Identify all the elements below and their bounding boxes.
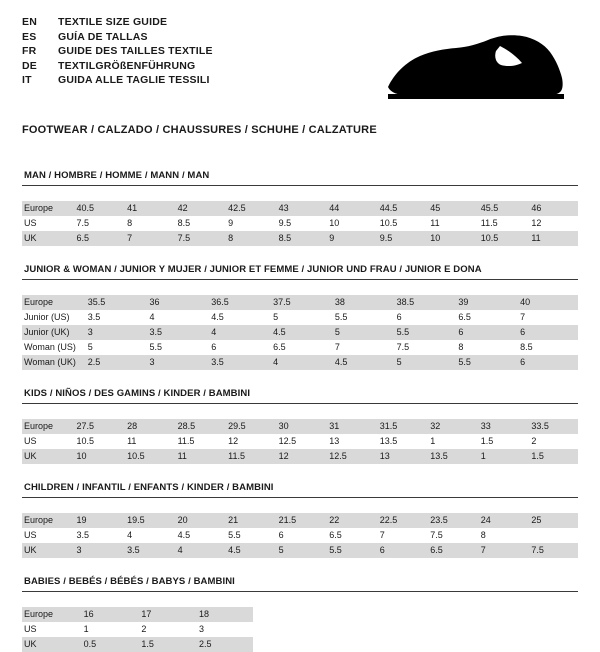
size-cell: 6 bbox=[454, 325, 516, 340]
size-cell: 6 bbox=[396, 312, 402, 322]
size-cell: 12 bbox=[228, 436, 239, 446]
size-cell bbox=[527, 528, 578, 543]
table-row bbox=[22, 201, 578, 216]
size-cell: 4 bbox=[149, 312, 155, 322]
size-cell: 44 bbox=[325, 201, 376, 216]
size-cell: 3.5 bbox=[123, 543, 174, 558]
table-row bbox=[22, 310, 578, 325]
language-title-list bbox=[22, 16, 213, 89]
size-cell: 4.5 bbox=[331, 355, 393, 370]
size-cell: 45.5 bbox=[477, 201, 528, 216]
size-cell: 0.5 bbox=[80, 637, 138, 652]
size-table bbox=[22, 280, 578, 370]
size-cell: 5.5 bbox=[454, 355, 516, 370]
size-cell: 5.5 bbox=[325, 543, 376, 558]
size-cell: 31.5 bbox=[376, 419, 427, 434]
size-cell: 11 bbox=[527, 231, 578, 246]
size-cell: 8.5 bbox=[177, 218, 191, 228]
size-cell: 6.5 bbox=[426, 543, 477, 558]
size-cell: 3 bbox=[84, 325, 146, 340]
size-cell: 6.5 bbox=[273, 342, 286, 352]
language-title-row bbox=[22, 45, 213, 60]
size-cell: 7 bbox=[520, 312, 526, 322]
dress-shoe-icon bbox=[380, 30, 570, 110]
size-cell: 10 bbox=[329, 218, 340, 228]
size-cell: 7 bbox=[334, 342, 340, 352]
size-cell: 10.5 bbox=[123, 449, 174, 464]
size-cell: 9 bbox=[325, 231, 376, 246]
size-cell: 23.5 bbox=[426, 513, 477, 528]
size-cell: 3 bbox=[146, 355, 208, 370]
size-cell: 8 bbox=[224, 231, 275, 246]
size-cell: 31 bbox=[325, 419, 376, 434]
size-cell: 7.5 bbox=[396, 342, 410, 352]
size-cell: 17 bbox=[137, 607, 195, 622]
size-cell: 36 bbox=[146, 295, 208, 310]
table-row bbox=[22, 622, 253, 637]
size-cell: 35.5 bbox=[84, 295, 146, 310]
size-cell: 5 bbox=[393, 355, 455, 370]
size-cell: 46 bbox=[527, 201, 578, 216]
size-cell: 2.5 bbox=[195, 637, 253, 652]
size-cell: 4 bbox=[174, 543, 225, 558]
language-code: EN bbox=[22, 16, 37, 28]
size-cell: 8 bbox=[127, 218, 133, 228]
size-cell: 11 bbox=[127, 436, 137, 446]
size-cell: 42 bbox=[174, 201, 225, 216]
size-cell: 3 bbox=[73, 543, 124, 558]
table-row bbox=[22, 355, 578, 370]
page-header bbox=[22, 16, 578, 110]
row-label: Europe bbox=[22, 513, 73, 528]
size-cell: 13.5 bbox=[379, 436, 398, 446]
section-title: CHILDREN / INFANTIL / ENFANTS / KINDER / BAMBINI bbox=[22, 482, 578, 498]
size-cell: 8.5 bbox=[275, 231, 326, 246]
language-title-row bbox=[22, 60, 213, 75]
size-cell: 1.5 bbox=[480, 436, 494, 446]
size-cell: 2 bbox=[531, 436, 537, 446]
size-cell: 12 bbox=[275, 449, 326, 464]
size-cell: 5 bbox=[87, 342, 93, 352]
size-cell: 13 bbox=[329, 436, 340, 446]
size-cell: 19.5 bbox=[123, 513, 174, 528]
size-table bbox=[22, 186, 578, 246]
guide-title: TEXTILE SIZE GUIDE bbox=[58, 16, 168, 28]
size-cell: 1.5 bbox=[137, 637, 195, 652]
size-cell: 8.5 bbox=[520, 342, 533, 352]
row-label: Junior (UK) bbox=[22, 325, 84, 340]
size-cell: 30 bbox=[275, 419, 326, 434]
language-title-row bbox=[22, 16, 213, 31]
size-cell: 4.5 bbox=[224, 543, 275, 558]
table-row bbox=[22, 419, 578, 434]
row-label: Europe bbox=[22, 607, 80, 622]
table-row bbox=[22, 637, 253, 652]
size-cell: 19 bbox=[73, 513, 124, 528]
size-cell: 39 bbox=[454, 295, 516, 310]
size-cell: 44.5 bbox=[376, 201, 427, 216]
size-table bbox=[22, 592, 253, 652]
size-cell: 8 bbox=[480, 530, 486, 540]
size-cell: 6.5 bbox=[329, 530, 342, 540]
size-cell: 40.5 bbox=[73, 201, 124, 216]
size-cell: 6 bbox=[211, 342, 217, 352]
table-row bbox=[22, 340, 578, 355]
table-spacer-cell bbox=[22, 280, 578, 295]
size-cell: 3.5 bbox=[207, 355, 269, 370]
size-cell: 9 bbox=[228, 218, 234, 228]
size-cell: 4.5 bbox=[177, 530, 191, 540]
size-cell: 41 bbox=[123, 201, 174, 216]
size-cell: 18 bbox=[195, 607, 253, 622]
table-row bbox=[22, 513, 578, 528]
size-cell: 7 bbox=[379, 530, 385, 540]
size-cell: 38 bbox=[331, 295, 393, 310]
size-cell: 33 bbox=[477, 419, 528, 434]
size-cell: 6.5 bbox=[458, 312, 471, 322]
table-spacer-cell bbox=[22, 498, 578, 513]
language-title-row bbox=[22, 74, 213, 89]
table-spacer bbox=[22, 186, 578, 201]
size-cell: 12.5 bbox=[278, 436, 297, 446]
size-cell: 3.5 bbox=[87, 312, 101, 322]
size-cell: 10 bbox=[426, 231, 477, 246]
size-cell: 27.5 bbox=[73, 419, 124, 434]
size-cell: 1 bbox=[83, 624, 89, 634]
size-cell: 45 bbox=[426, 201, 477, 216]
size-cell: 3.5 bbox=[146, 325, 208, 340]
table-spacer bbox=[22, 498, 578, 513]
size-cell: 4 bbox=[269, 355, 331, 370]
row-label: Europe bbox=[22, 419, 73, 434]
size-cell: 3 bbox=[199, 624, 205, 634]
size-cell: 5.5 bbox=[228, 530, 241, 540]
size-table bbox=[22, 498, 578, 558]
guide-title: GUÍA DE TALLAS bbox=[58, 30, 148, 43]
language-title-list-body bbox=[22, 16, 213, 89]
size-cell: 10.5 bbox=[76, 436, 95, 446]
table-row bbox=[22, 543, 578, 558]
footwear-category-title: FOOTWEAR / CALZADO / CHAUSSURES / SCHUHE / CALZATURE bbox=[22, 124, 377, 136]
row-label: UK bbox=[22, 231, 73, 246]
size-cell: 24 bbox=[477, 513, 528, 528]
size-cell: 6 bbox=[516, 325, 578, 340]
row-label: Junior (US) bbox=[24, 312, 70, 322]
row-label: UK bbox=[22, 449, 73, 464]
section-title: MAN / HOMBRE / HOMME / MANN / MAN bbox=[22, 170, 578, 186]
size-cell: 5.5 bbox=[393, 325, 455, 340]
size-cell: 7 bbox=[477, 543, 528, 558]
size-cell: 43 bbox=[275, 201, 326, 216]
size-cell: 21.5 bbox=[275, 513, 326, 528]
table-row bbox=[22, 449, 578, 464]
size-cell: 10.5 bbox=[477, 231, 528, 246]
size-cell: 28.5 bbox=[174, 419, 225, 434]
size-cell: 3.5 bbox=[76, 530, 90, 540]
language-title-row bbox=[22, 31, 213, 46]
size-cell: 6 bbox=[516, 355, 578, 370]
size-cell: 33.5 bbox=[527, 419, 578, 434]
row-label: US bbox=[24, 436, 37, 446]
size-cell: 6.5 bbox=[73, 231, 124, 246]
size-cell: 6 bbox=[278, 530, 284, 540]
table-spacer-cell bbox=[22, 404, 578, 419]
size-cell: 13 bbox=[376, 449, 427, 464]
size-cell: 32 bbox=[426, 419, 477, 434]
size-cell: 1 bbox=[477, 449, 528, 464]
table-row bbox=[22, 325, 578, 340]
size-section-kids bbox=[22, 388, 578, 464]
size-cell: 7 bbox=[123, 231, 174, 246]
size-cell: 12.5 bbox=[325, 449, 376, 464]
size-cell: 11 bbox=[430, 218, 440, 228]
row-label: Europe bbox=[22, 295, 84, 310]
size-cell: 21 bbox=[224, 513, 275, 528]
language-code: FR bbox=[22, 45, 37, 57]
size-cell: 6 bbox=[376, 543, 427, 558]
size-cell: 11 bbox=[174, 449, 225, 464]
table-row bbox=[22, 434, 578, 449]
size-cell: 10.5 bbox=[379, 218, 398, 228]
size-cell: 10 bbox=[73, 449, 124, 464]
row-label: UK bbox=[22, 637, 80, 652]
table-row bbox=[22, 528, 578, 543]
row-label: Europe bbox=[22, 201, 73, 216]
table-spacer-cell bbox=[22, 186, 578, 201]
size-cell: 4 bbox=[207, 325, 269, 340]
language-code: IT bbox=[22, 74, 32, 86]
size-section-man bbox=[22, 170, 578, 246]
size-cell: 37.5 bbox=[269, 295, 331, 310]
size-table bbox=[22, 404, 578, 464]
size-cell: 7.5 bbox=[430, 530, 443, 540]
size-cell: 1.5 bbox=[527, 449, 578, 464]
guide-title: TEXTILGRÖßENFÜHRUNG bbox=[58, 59, 196, 72]
row-label: US bbox=[24, 218, 37, 228]
size-cell: 1 bbox=[430, 436, 436, 446]
size-cell: 22.5 bbox=[376, 513, 427, 528]
row-label: UK bbox=[22, 543, 73, 558]
table-spacer bbox=[22, 280, 578, 295]
size-cell: 28 bbox=[123, 419, 174, 434]
table-spacer bbox=[22, 404, 578, 419]
table-row bbox=[22, 231, 578, 246]
size-cell: 11.5 bbox=[224, 449, 275, 464]
size-cell: 13.5 bbox=[426, 449, 477, 464]
size-cell: 20 bbox=[174, 513, 225, 528]
size-cell: 5.5 bbox=[149, 342, 163, 352]
size-cell: 11.5 bbox=[177, 436, 195, 446]
size-cell: 11.5 bbox=[480, 218, 498, 228]
row-label: Woman (UK) bbox=[22, 355, 84, 370]
row-label: Woman (US) bbox=[24, 342, 76, 352]
language-code: DE bbox=[22, 59, 37, 72]
size-cell: 12 bbox=[531, 218, 542, 228]
size-cell: 5.5 bbox=[334, 312, 348, 322]
table-row bbox=[22, 295, 578, 310]
size-cell: 4.5 bbox=[269, 325, 331, 340]
size-cell: 38.5 bbox=[393, 295, 455, 310]
size-cell: 4.5 bbox=[211, 312, 224, 322]
size-cell: 2.5 bbox=[84, 355, 146, 370]
section-title: BABIES / BEBÉS / BÉBÉS / BABYS / BAMBINI bbox=[22, 576, 578, 592]
size-cell: 2 bbox=[141, 624, 147, 634]
table-row bbox=[22, 216, 578, 231]
size-cell: 4 bbox=[127, 530, 133, 540]
section-title: JUNIOR & WOMAN / JUNIOR Y MUJER / JUNIOR ET FEMME / JUNIOR UND FRAU / JUNIOR E DONA bbox=[22, 264, 578, 280]
size-cell: 7.5 bbox=[527, 543, 578, 558]
size-cell: 16 bbox=[80, 607, 138, 622]
size-cell: 8 bbox=[458, 342, 464, 352]
language-code: ES bbox=[22, 30, 37, 43]
size-cell: 40 bbox=[516, 295, 578, 310]
row-label: US bbox=[24, 530, 37, 540]
section-title: KIDS / NIÑOS / DES GAMINS / KINDER / BAMBINI bbox=[22, 388, 578, 404]
guide-title: GUIDE DES TAILLES TEXTILE bbox=[58, 45, 213, 57]
size-cell: 9.5 bbox=[278, 218, 292, 228]
size-section-children bbox=[22, 482, 578, 558]
guide-title: GUIDA ALLE TAGLIE TESSILI bbox=[58, 74, 210, 86]
size-cell: 42.5 bbox=[224, 201, 275, 216]
size-cell: 25 bbox=[527, 513, 578, 528]
size-section-babies bbox=[22, 576, 578, 652]
row-label: US bbox=[24, 624, 37, 634]
table-row bbox=[22, 607, 253, 622]
size-section-junior-woman bbox=[22, 264, 578, 370]
size-cell: 5 bbox=[331, 325, 393, 340]
size-cell: 7.5 bbox=[76, 218, 90, 228]
size-cell: 22 bbox=[325, 513, 376, 528]
size-cell: 7.5 bbox=[174, 231, 225, 246]
size-cell: 5 bbox=[275, 543, 326, 558]
size-cell: 36.5 bbox=[207, 295, 269, 310]
size-cell: 5 bbox=[273, 312, 279, 322]
size-cell: 29.5 bbox=[224, 419, 275, 434]
size-cell: 9.5 bbox=[376, 231, 427, 246]
size-sections bbox=[22, 170, 578, 652]
